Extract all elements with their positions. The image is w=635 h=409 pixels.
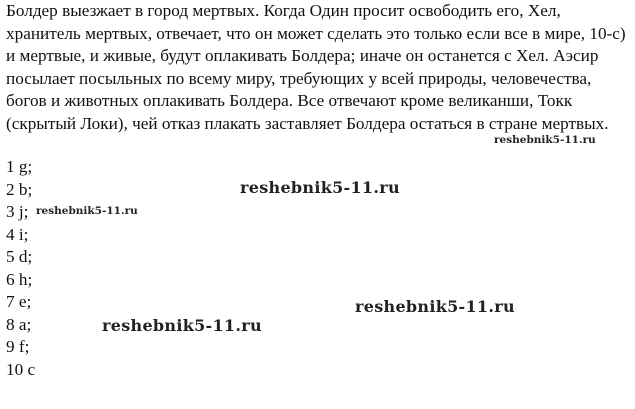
answer-list — [6, 156, 35, 381]
watermark-text: reshebnik5-11.ru — [355, 297, 515, 316]
answer-item: 9 f; — [6, 337, 30, 356]
answer-item: 3 j; — [6, 202, 29, 221]
answer-item: 4 i; — [6, 224, 29, 244]
answer-item: 8 a; — [6, 314, 32, 334]
watermark-text: reshebnik5-11.ru — [102, 316, 262, 335]
answer-item: 7 e; — [6, 292, 32, 311]
answer-item: 10 c — [6, 359, 36, 379]
answer-item: 1 g; — [6, 157, 33, 176]
answer-item: 6 h; — [6, 269, 33, 289]
watermark-text: reshebnik5-11.ru — [494, 134, 596, 146]
text-paragraph: Болдер выезжает в город мертвых. Когда Один просит освободить его, Хел, хранитель мертвых, отвечает, что он может сделать это только если все в мире, 10-с) и мертвые, и живые, будут оплакивать Болдера; иначе он останется с Хел. Аэсир посылает посыльных по всему миру, требующих у всей природы, человечества, богов и животных оплакивать Болдера. Все отвечают кроме великанши, Токк (скрытый Локи), чей отказ плакать заставляет Болдера остаться в стране мертвых. — [6, 1, 626, 133]
watermark-text: reshebnik5-11.ru — [240, 178, 400, 197]
answer-item: 5 d; — [6, 247, 33, 266]
answer-item: 2 b; — [6, 179, 33, 199]
watermark-text: reshebnik5-11.ru — [36, 205, 138, 217]
